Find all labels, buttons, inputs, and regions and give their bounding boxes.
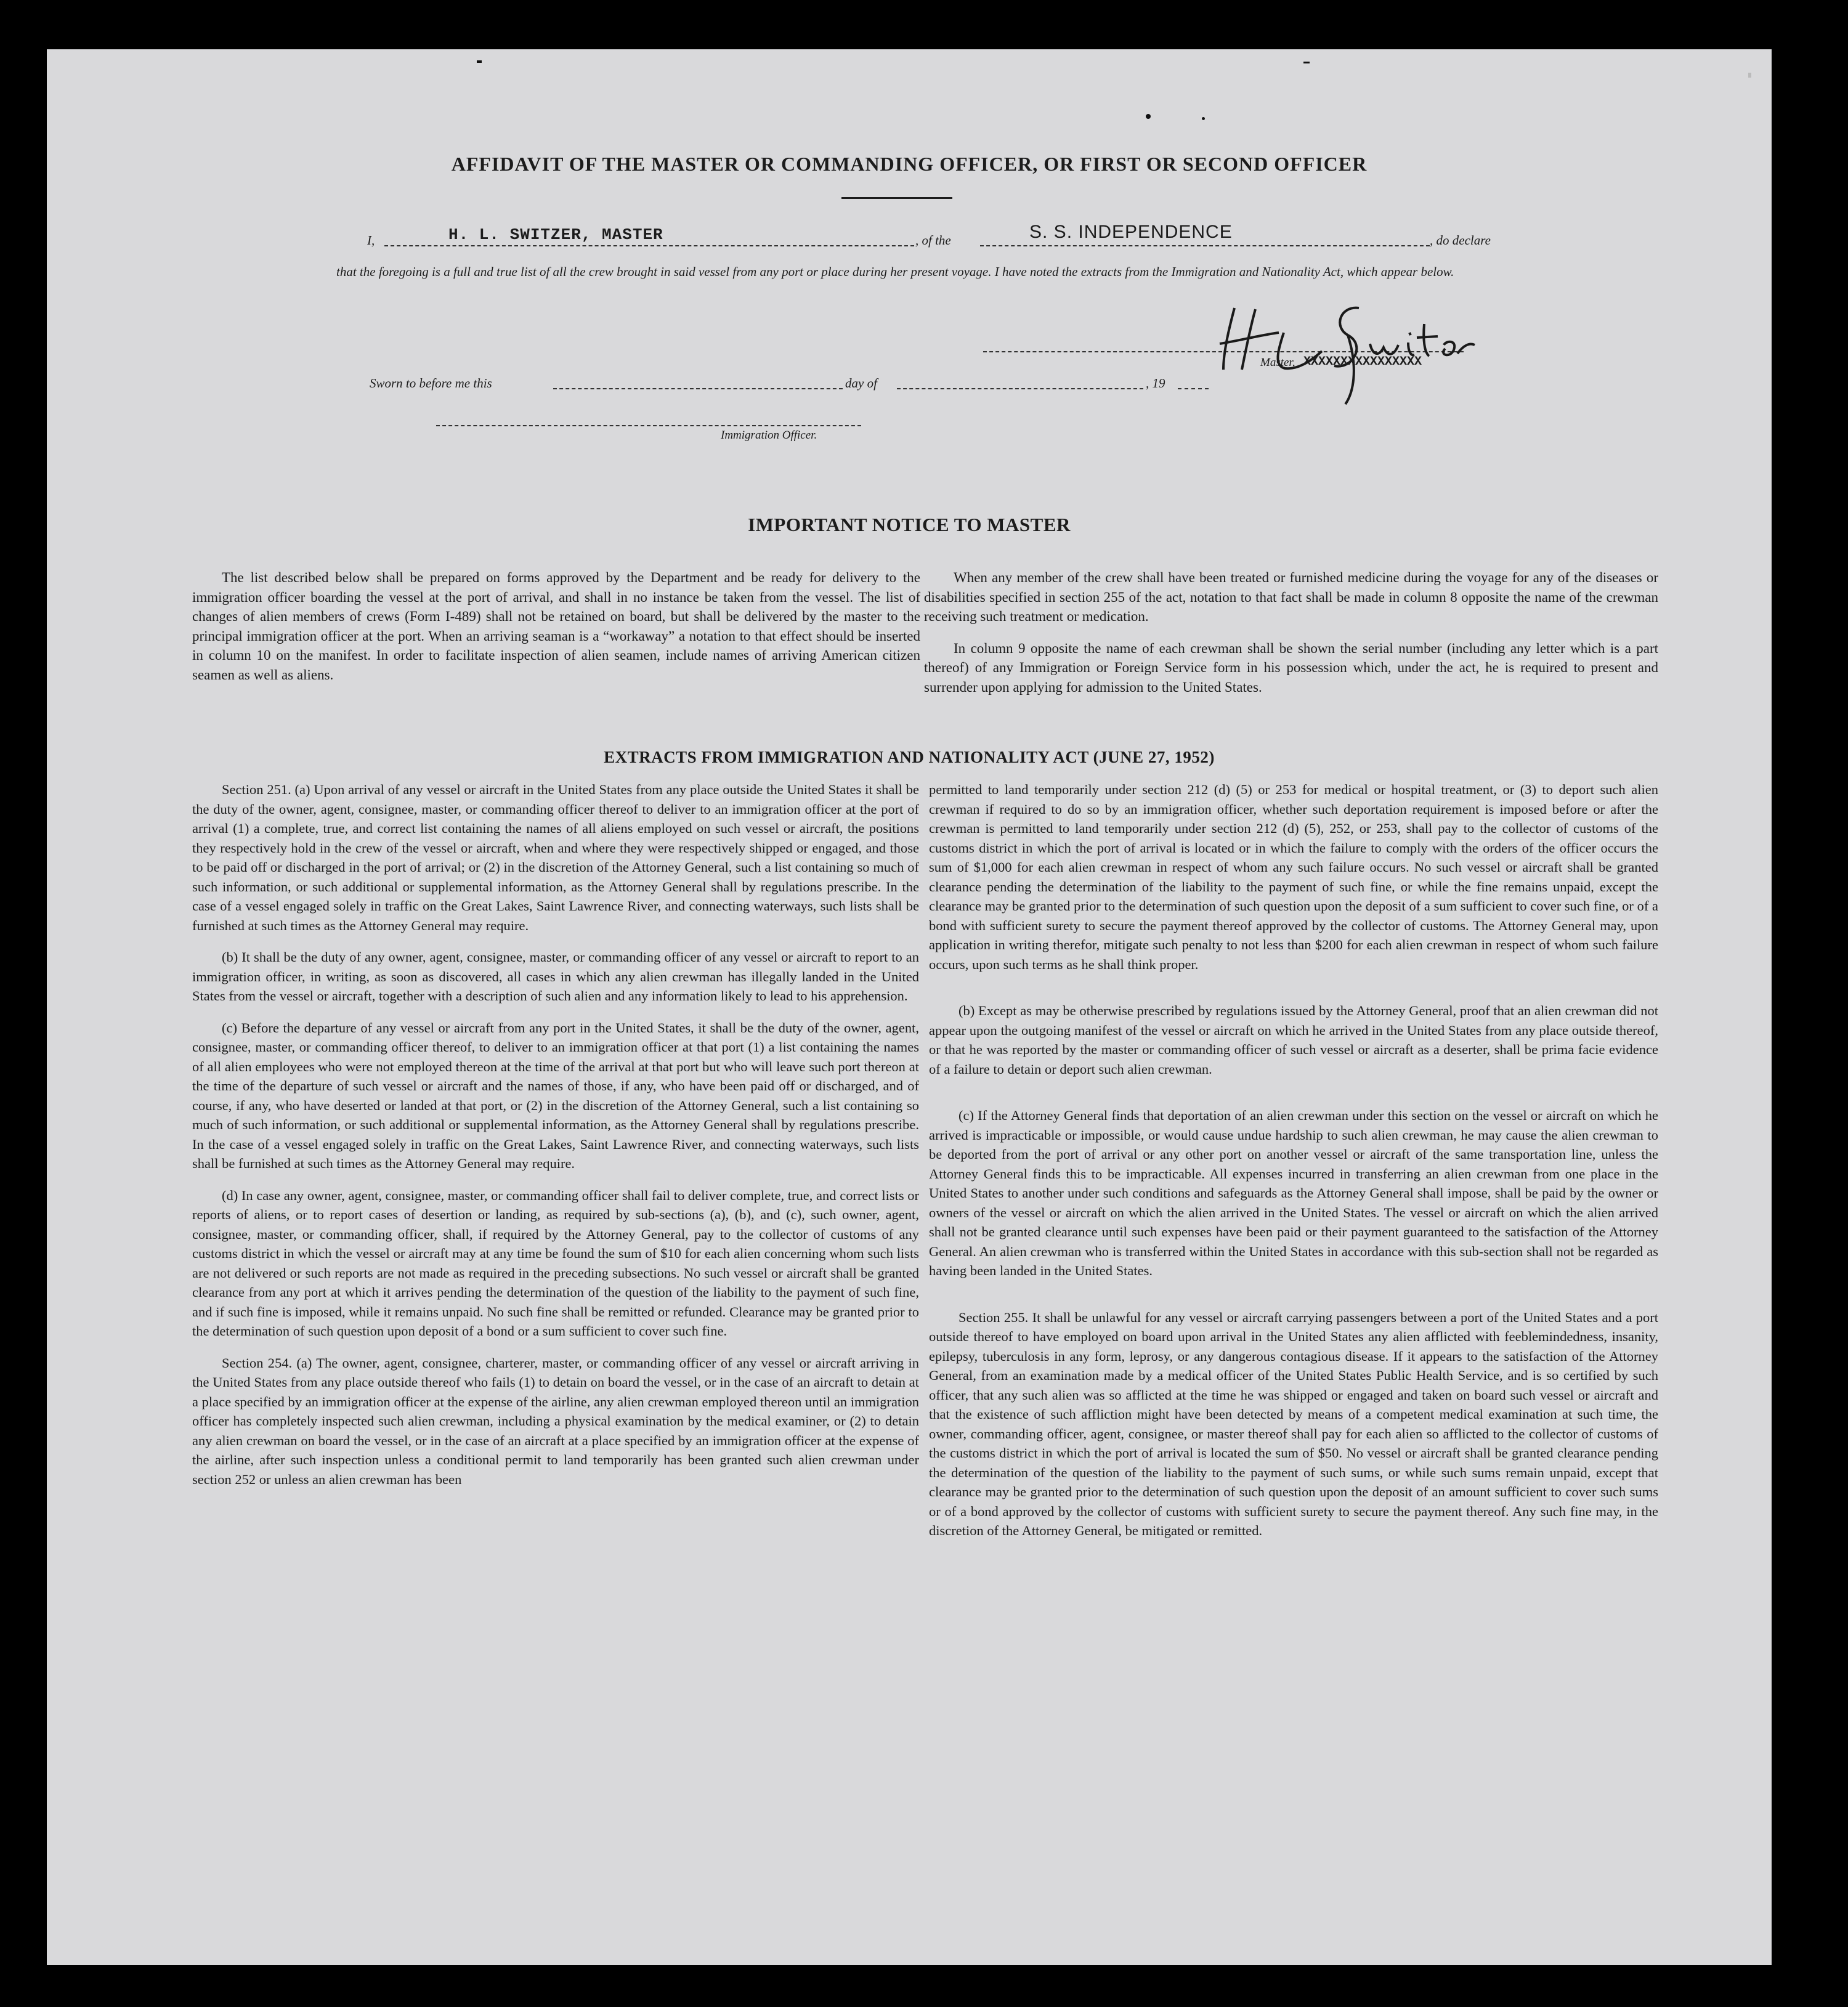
title-divider	[841, 197, 952, 199]
affidavit-title: AFFIDAVIT OF THE MASTER OR COMMANDING OFFICER, OR FIRST OR SECOND OFFICER	[451, 153, 1368, 175]
speck	[1303, 62, 1310, 63]
notice-right-column	[924, 568, 1658, 709]
sworn-label: Sworn to before me this	[370, 376, 492, 391]
master-name-value: H. L. SWITZER, MASTER	[448, 225, 663, 244]
border-speck	[1748, 73, 1751, 78]
struck-title-text: XXXXXXXXXXXXXXXX	[1303, 355, 1422, 369]
of-the-label: , of the	[915, 233, 951, 248]
section-251-c: (c) Before the departure of any vessel or aircraft from any port in the United States, it shall be the duty of the owner, agent, consignee, master, or commanding officer thereof, to deliver to an immigration officer at that port (1) a list containing the names of all alien employees who were not employed thereon at the time of the arrival at that port but who will leave such port thereon at the time of the departure of such vessel or aircraft and the names of those, if any, who have been paid off or discharged, and of course, if any, who have deserted or landed at that port, or (2) in the discretion of the Attorney General, such a list containing so much of such information, or such additional or supplemental information, as the Attorney General shall by regulations prescribe. In the case of a vessel engaged solely in traffic on the Great Lakes, Saint Lawrence River, and connecting waterways, such lists shall be furnished at such times as the Attorney General may require.	[192, 1020, 919, 1171]
notice-left-column	[192, 568, 920, 697]
notice-title: IMPORTANT NOTICE TO MASTER	[748, 514, 1071, 535]
extracts-title: EXTRACTS FROM IMMIGRATION AND NATIONALITY ACT (JUNE 27, 1952)	[604, 748, 1215, 766]
document-page	[47, 49, 1772, 1965]
section-254-a: Section 254. (a) The owner, agent, consignee, charterer, master, or commanding officer of any vessel or aircraft arriving in the United States from any place outside thereof who fails (1) to detain on board the vessel, or in the case of an aircraft to detain at a place specified by an immigration officer at the expense of the airline, any alien crewman employed thereon until an immigration officer has completely inspected such alien crewman, including a physical examination by the medical examiner, or (2) to detain any alien crewman on board the vessel, or in the case of an aircraft at a place specified by an immigration officer at the expense of the airline, after such inspection unless a conditional permit to land temporarily has been granted such alien crewman under section 252 or unless an alien crewman has been	[192, 1355, 919, 1487]
section-255: Section 255. It shall be unlawful for any vessel or aircraft carrying passengers between a port of the United States and a port outside thereof to have employed on board upon arrival in the United States any alien afflicted with feeblemindedness, insanity, epilepsy, tuberculosis in any form, leprosy, or any dangerous contagious disease. If it appears to the satisfaction of the Attorney General, from an examination made by a medical officer of the United States Public Health Service, and is so certified by such officer, that any such alien was so afflicted at the time he was shipped or engaged and taken on board such vessel or aircraft and that the existence of such affliction might have been detected by means of a competent medical examination at such time, the owner, commanding officer, agent, consignee, or master thereof shall pay for each alien so afflicted to the collector of customs of the customs district in which the port of arrival is located the sum of $50. No vessel or aircraft shall be granted clearance pending the determination of the question of the liability to the payment of such sums, or while such sums remain unpaid, except that clearance may be granted prior to the determination of such question upon the deposit of an amount sufficient to cover such sums or of a bond approved by the collector of customs with sufficient surety to secure the payment thereof. Any such fine may, in the discretion of the Attorney General, be mitigated or remitted.	[929, 1309, 1658, 1538]
name-line	[384, 245, 914, 246]
section-254-b: (b) Except as may be otherwise prescribed by regulations issued by the Attorney General, proof that an alien crewman did not appear upon the outgoing manifest of the vessel or aircraft on which he arrived in the United States from any place outside thereof, or that he was reported by the master or commanding officer of such vessel or aircraft as a deserter, shall be prima facie evidence of a failure to detain or deport such alien crewman.	[929, 1003, 1658, 1077]
immigration-officer-caption: Immigration Officer.	[721, 429, 817, 442]
sworn-month-line	[897, 388, 1143, 389]
speck	[477, 60, 482, 63]
signature-caption: Master,	[1260, 356, 1295, 369]
section-254-a-continued: permitted to land temporarily under section 212 (d) (5) or 253 for medical or hospital treatment, or (3) to deport such alien crewman if required to do so by an immigration officer, whether such deportation requirement is imposed before or after the crewman is permitted to land temporarily under section 212 (d) (5), 252, or 253, shall pay to the collector of customs of the customs district in which the port of arrival is located or in which the failure to comply with the orders of the officer occurs the sum of $1,000 for each alien crewman in respect of whom any such failure occurs. No such vessel or aircraft shall be granted clearance pending the determination of the liability to the payment of such fine, or while the fine remains unpaid, except the clearance may be granted prior to the determination of such question upon the deposit of a sum sufficient to cover such fine, or of a bond with sufficient surety to secure the payment thereof approved by the collector of customs. The Attorney General may, upon application in writing therefor, mitigate such penalty to not less than $200 for each alien crewman in respect of whom such failure occurs, upon such terms as he shall think proper.	[929, 782, 1658, 972]
handwritten-signature	[1205, 283, 1525, 407]
notice-left-paragraph: The list described below shall be prepared on forms approved by the Department and be ready for delivery to the immigration officer boarding the vessel at the port of arrival, and shall in no instance be taken from the vessel. The list of changes of alien members of crews (Form I-489) shall not be retained on board, but shall be delivered by the master to the principal immigration officer at the port. When an arriving seaman is a “workaway” a notation to that effect should be inserted in column 10 on the manifest. In order to facilitate inspection of alien seamen, include names of arriving American citizen seamen as well as aliens.	[192, 570, 920, 683]
sworn-day-line	[553, 388, 843, 389]
notice-right-paragraph-2: In column 9 opposite the name of each crewman shall be shown the serial number (including any letter which is a part thereof) of any Immigration or Foreign Service form in his possession which, under the act, he is required to present and surrender upon applying for admission to the United States.	[924, 640, 1658, 695]
day-of-label: day of	[845, 376, 877, 391]
extracts-left-column	[192, 780, 919, 1501]
vessel-line	[980, 245, 1430, 246]
sworn-year-line	[1178, 388, 1209, 389]
declaration-text: that the foregoing is a full and true list of all the crew brought in said vessel from any port or place during her present voyage. I have noted the extracts from the Immigration and Nationality Act, which appear below.	[336, 264, 1454, 279]
vessel-name-value: S. S. INDEPENDENCE	[1029, 222, 1233, 242]
year-label: , 19	[1146, 376, 1165, 391]
affidavit-prefix: I,	[367, 233, 375, 248]
extracts-right-column	[929, 780, 1658, 1553]
section-254-c: (c) If the Attorney General finds that deportation of an alien crewman under this section on the vessel or aircraft on which he arrived is impracticable or impossible, or would cause undue hardship to such alien crewman, he may cause the alien crewman to be deported from the port of arrival or any other port on another vessel or aircraft of the same transportation line, unless the Attorney General finds this to be impracticable. All expenses incurred in transferring an alien crewman from one place in the United States to another under such conditions and safeguards as the Attorney General shall impose, shall be paid by the owner or owners of the vessel or aircraft on which the alien arrived in the United States. The vessel or aircraft on which the alien arrived shall not be granted clearance until such expenses have been paid or their payment guaranteed to the satisfaction of the Attorney General. An alien crewman who is transferred within the United States in accordance with this sub-section shall not be regarded as having been landed in the United States.	[929, 1108, 1658, 1278]
speck	[1202, 117, 1205, 120]
section-251-b: (b) It shall be the duty of any owner, agent, consignee, master, or commanding officer of any vessel or aircraft to report to an immigration officer, in writing, as soon as discovered, all cases in which any alien crewman has illegally landed in the United States from the vessel or aircraft, together with a description of such alien and any information likely to lead to his apprehension.	[192, 949, 919, 1004]
section-251-a: Section 251. (a) Upon arrival of any vessel or aircraft in the United States from any place outside the United States it shall be the duty of the owner, agent, consignee, master, or commanding officer thereof to deliver to an immigration officer at the port of arrival (1) a complete, true, and correct list containing the names of all aliens employed on such vessel or aircraft, the positions they respectively hold in the crew of the vessel or aircraft, when and where they were respectively shipped or engaged, and those to be paid off or discharged in the port of arrival; or (2) in the discretion of the Attorney General, such a list containing so much of such information, or such additional or supplemental information, as the Attorney General shall by regulations prescribe. In the case of a vessel engaged solely in traffic on the Great Lakes, Saint Lawrence River, and connecting waterways, such lists shall be furnished at such times as the Attorney General may require.	[192, 782, 919, 933]
officer-signature-line	[436, 425, 861, 426]
notice-right-paragraph-1: When any member of the crew shall have been treated or furnished medicine during the voyage for any of the diseases or disabilities specified in section 255 of the act, notation to that fact shall be made in column 8 opposite the name of the crewman receiving such treatment or medication.	[924, 570, 1658, 624]
speck	[1146, 114, 1151, 119]
do-declare-label: , do declare	[1430, 233, 1491, 248]
section-251-d: (d) In case any owner, agent, consignee, master, or commanding officer shall fail to deliver complete, true, and correct lists or reports of aliens, or to report cases of desertion or landing, as required by sub-sections (a), (b), and (c), such owner, agent, consignee, master, or commanding officer, shall, if required by the Attorney General, pay to the collector of customs of any customs district in which the vessel or aircraft may at any time be found the sum of $10 for each alien concerning whom such lists are not delivered or such reports are not made as required in the preceding subsections. No such vessel or aircraft shall be granted clearance from any port at which it arrives pending the determination of the question of the liability to the payment of such fine, and if such fine is imposed, while it remains unpaid. No such fine shall be remitted or refunded. Clearance may be granted prior to the determination of such question upon deposit of a bond or a sum sufficient to cover such fine.	[192, 1187, 919, 1339]
